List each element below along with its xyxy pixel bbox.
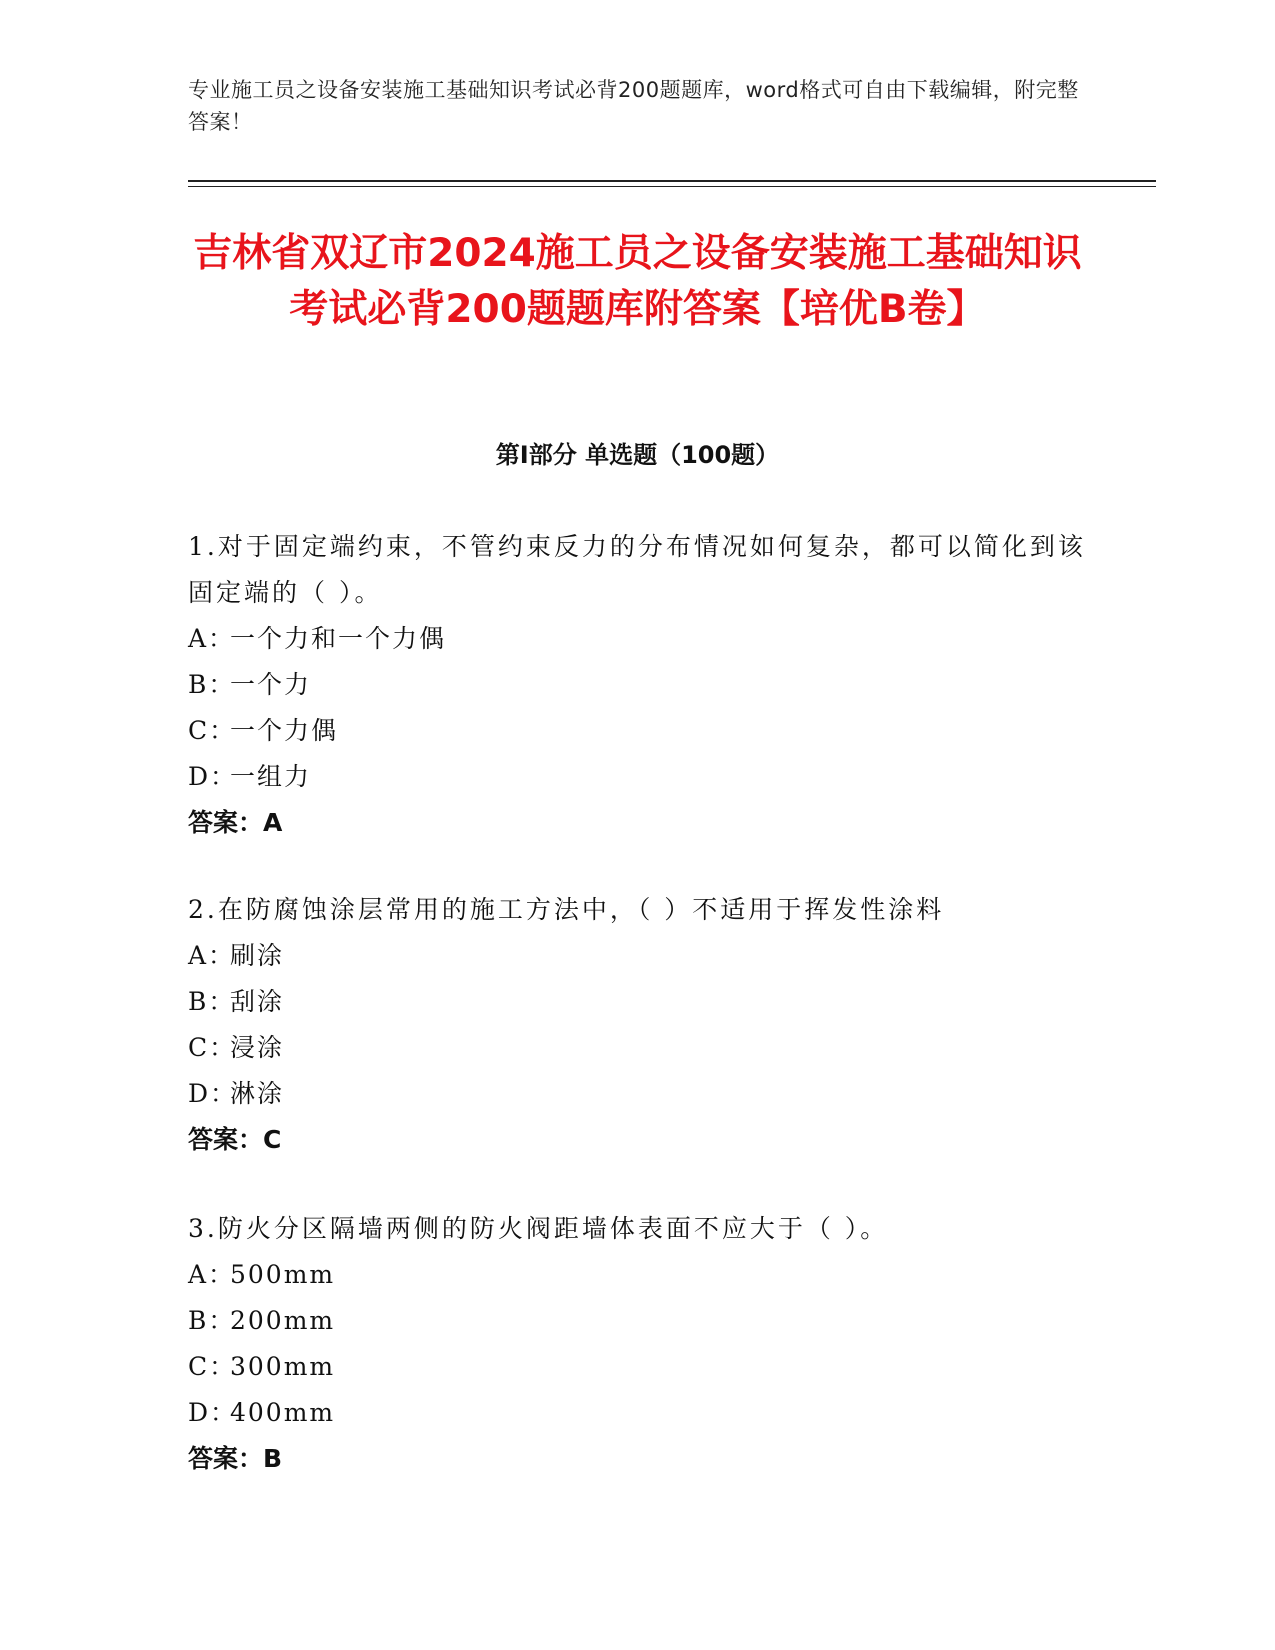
option-key: D： <box>188 1398 238 1427</box>
answer-line <box>188 1117 1088 1163</box>
option-d <box>188 1390 1088 1436</box>
option-key: B： <box>188 1306 236 1335</box>
option-text: 一个力 <box>230 670 312 699</box>
option-b <box>188 1298 1088 1344</box>
option-b <box>188 662 1088 708</box>
answer-value: B <box>263 1444 283 1473</box>
question-stem: 3.防火分区隔墙两侧的防火阀距墙体表面不应大于（ ）。 <box>188 1214 889 1243</box>
document-title: 吉林省双辽市2024施工员之设备安装施工基础知识考试必背200题题库附答案【培优B卷】 <box>193 231 1082 332</box>
option-key: B： <box>188 987 236 1016</box>
option-key: A： <box>188 941 236 970</box>
option-a <box>188 933 1088 979</box>
option-key: C： <box>188 716 237 745</box>
option-c <box>188 1025 1088 1071</box>
question-stem: 1.对于固定端约束，不管约束反力的分布情况如何复杂，都可以简化到该固定端的（ ）。 <box>188 532 1086 607</box>
question-3 <box>188 1206 1088 1482</box>
option-text: 500mm <box>230 1260 336 1289</box>
question-stem: 2.在防腐蚀涂层常用的施工方法中，（ ）不适用于挥发性涂料 <box>188 895 945 924</box>
answer-value: C <box>263 1125 282 1154</box>
option-c <box>188 1344 1088 1390</box>
answer-line <box>188 800 1088 846</box>
header-note: 专业施工员之设备安装施工基础知识考试必背200题题库，word格式可自由下载编辑，附完整答案！ <box>188 78 1079 134</box>
option-c <box>188 708 1088 754</box>
option-key: D： <box>188 1079 238 1108</box>
option-a <box>188 616 1088 662</box>
option-text: 淋涂 <box>230 1079 285 1108</box>
option-text: 一个力和一个力偶 <box>230 624 447 653</box>
option-text: 400mm <box>230 1398 336 1427</box>
section-heading: 第I部分 单选题（100题） <box>495 441 780 469</box>
option-key: B： <box>188 670 236 699</box>
answer-label: 答案： <box>188 1444 264 1473</box>
question-2 <box>188 887 1088 1163</box>
option-text: 刷涂 <box>230 941 285 970</box>
option-text: 300mm <box>230 1352 336 1381</box>
header-divider-thick <box>188 180 1156 182</box>
question-1 <box>188 524 1088 846</box>
answer-line <box>188 1436 1088 1482</box>
answer-label: 答案： <box>188 808 264 837</box>
option-text: 一个力偶 <box>230 716 339 745</box>
option-key: A： <box>188 624 236 653</box>
header-divider-thin <box>188 186 1156 187</box>
option-key: A： <box>188 1260 236 1289</box>
option-a <box>188 1252 1088 1298</box>
option-key: C： <box>188 1352 237 1381</box>
option-text: 刮涂 <box>230 987 285 1016</box>
option-text: 一组力 <box>230 762 312 791</box>
option-text: 200mm <box>230 1306 336 1335</box>
answer-value: A <box>263 808 283 837</box>
option-b <box>188 979 1088 1025</box>
option-key: C： <box>188 1033 237 1062</box>
option-d <box>188 1071 1088 1117</box>
option-key: D： <box>188 762 238 791</box>
option-text: 浸涂 <box>230 1033 285 1062</box>
option-d <box>188 754 1088 800</box>
answer-label: 答案： <box>188 1125 264 1154</box>
